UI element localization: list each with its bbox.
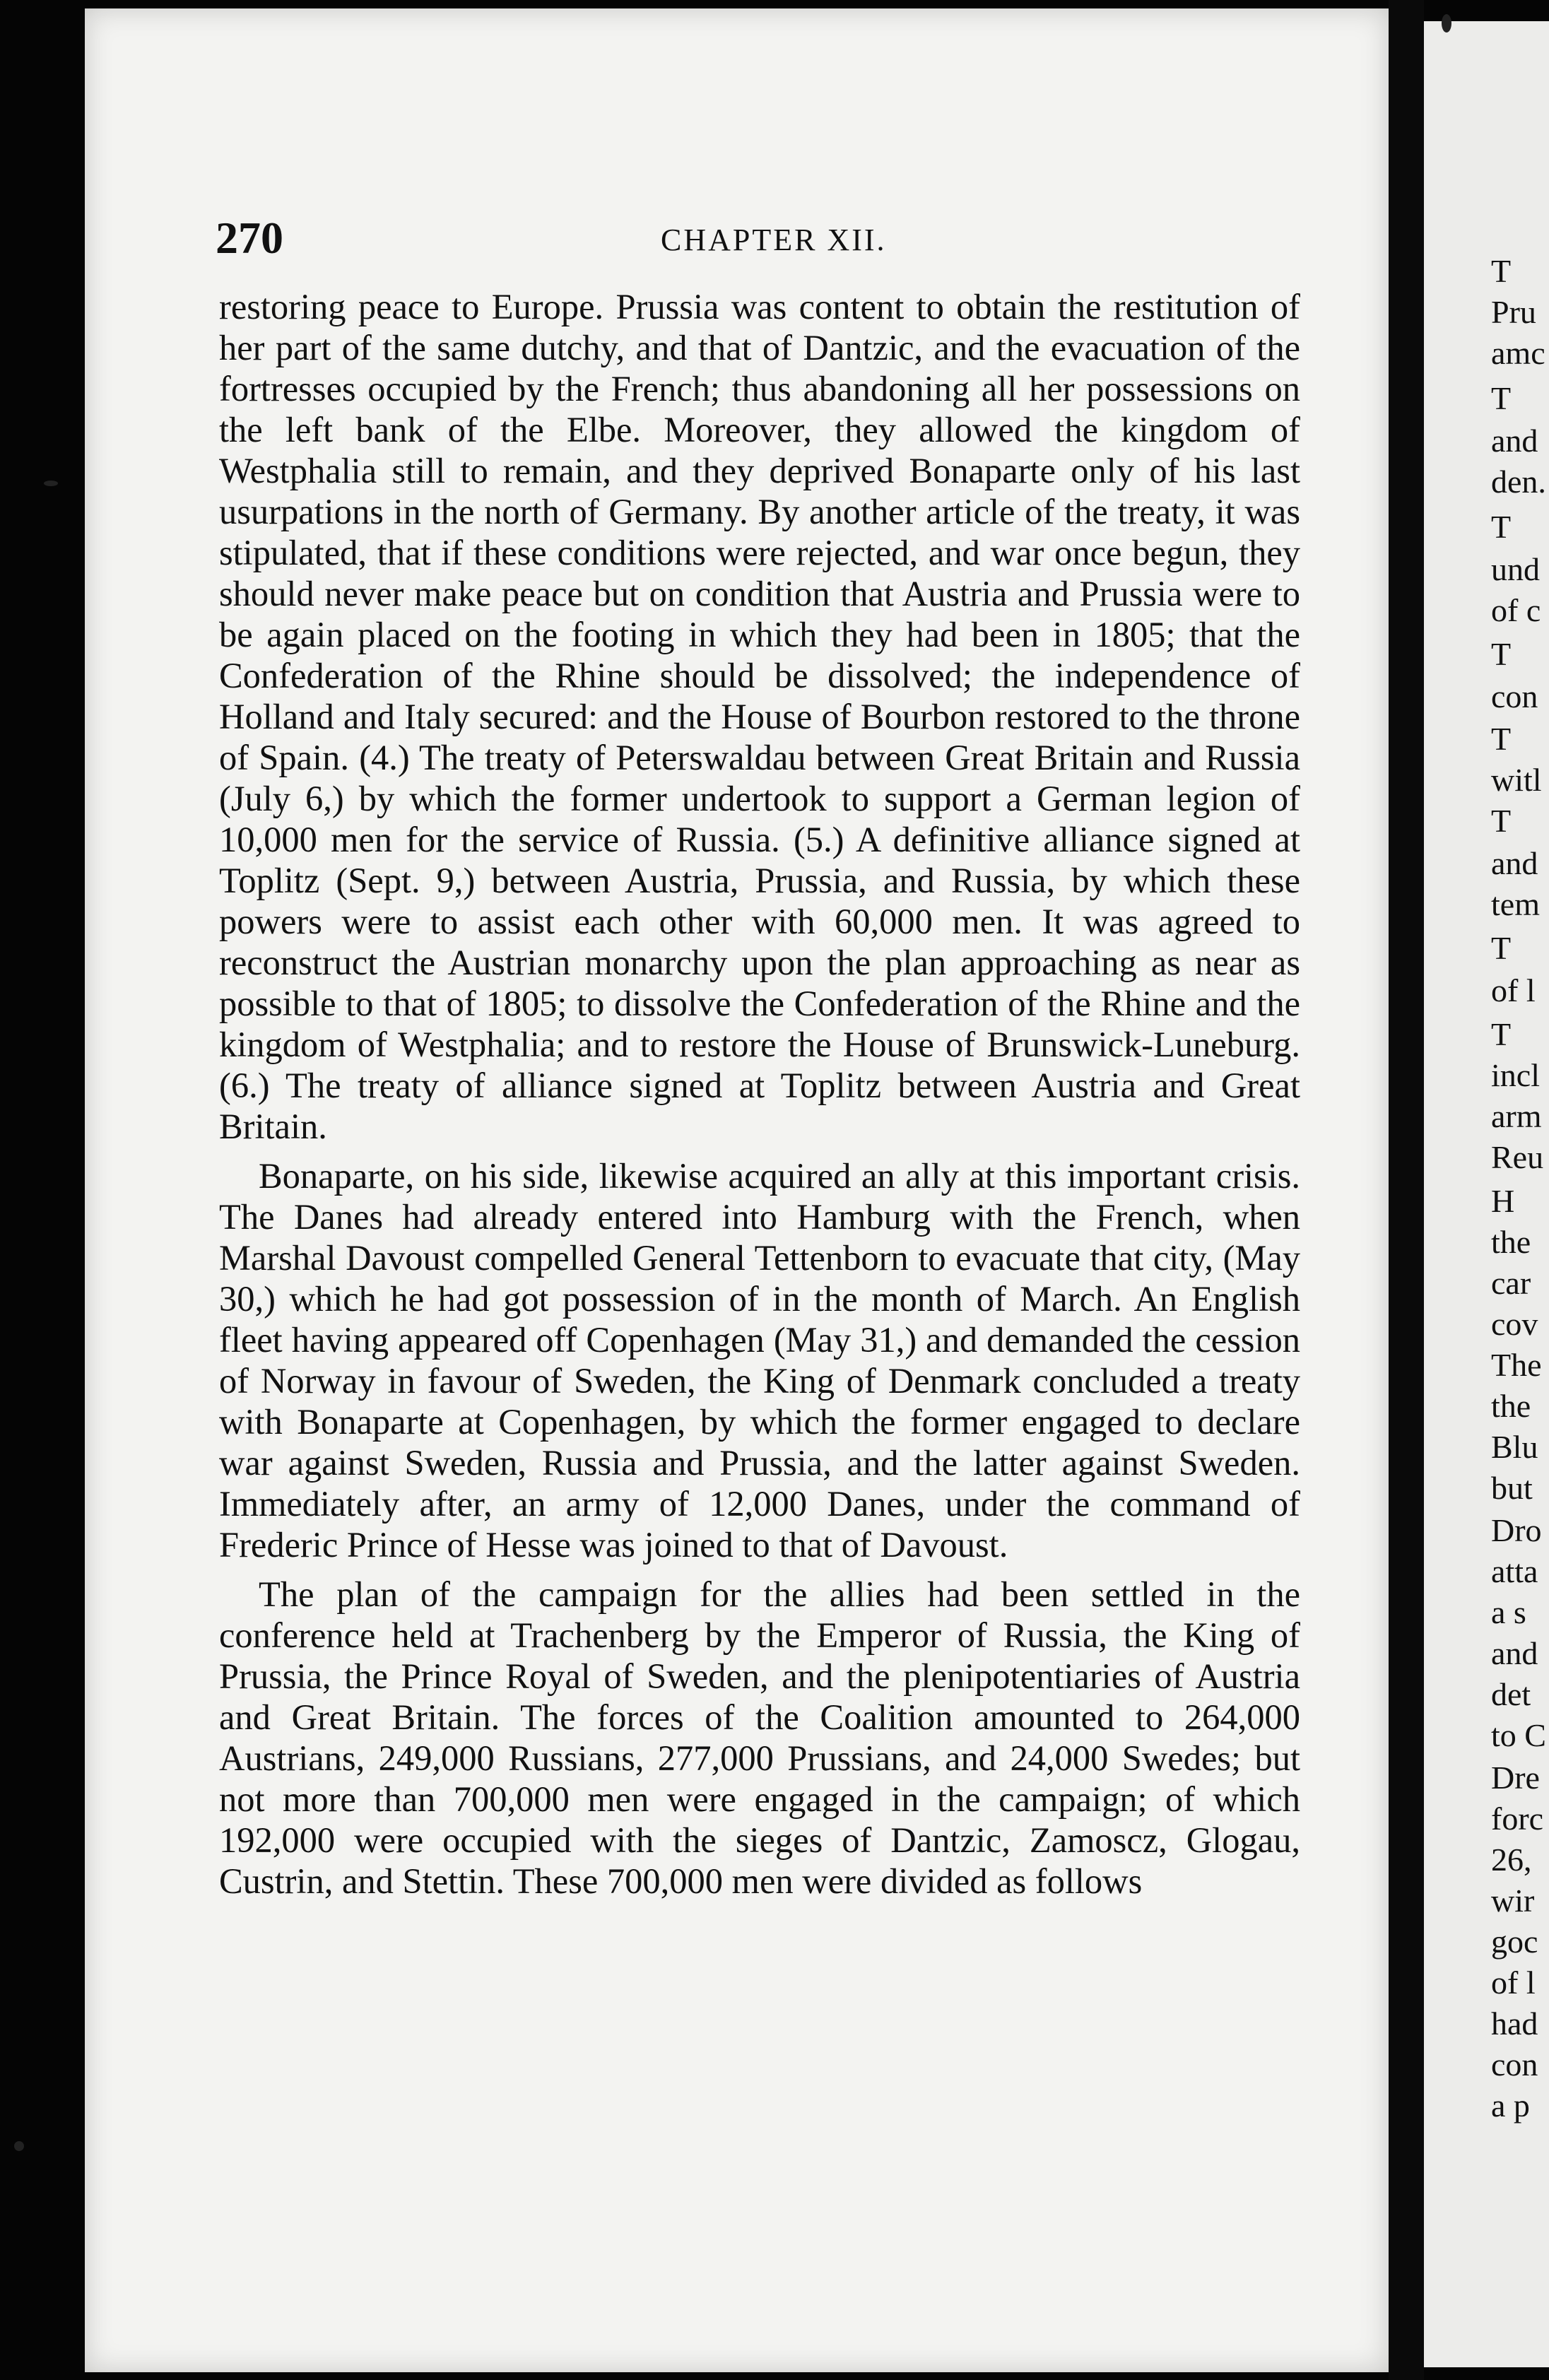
facing-page-fragment: but	[1491, 1470, 1533, 1506]
facing-page-fragment: car	[1491, 1265, 1531, 1301]
scan-speck	[14, 2141, 24, 2151]
facing-page-fragment: den.	[1491, 464, 1546, 500]
facing-page-fragment: goc	[1491, 1924, 1538, 1960]
facing-page-fragment: amc	[1491, 335, 1545, 371]
facing-page-fragment: and	[1491, 423, 1538, 459]
facing-page-fragment: wir	[1491, 1883, 1535, 1919]
page-number: 270	[216, 213, 283, 263]
facing-page-fragment: T	[1491, 1016, 1512, 1052]
facing-page-fragment: the	[1491, 1224, 1531, 1260]
facing-page-fragment: of l	[1491, 1964, 1536, 2001]
facing-page-fragment: T	[1491, 930, 1512, 966]
facing-page-fragment: cov	[1491, 1306, 1538, 1342]
facing-page-fragment: and	[1491, 845, 1538, 881]
facing-page-fragment: T	[1491, 636, 1512, 672]
facing-page-fragment: und	[1491, 551, 1540, 587]
scan-speck	[1442, 14, 1451, 33]
facing-page-fragment: arm	[1491, 1098, 1542, 1134]
facing-page-fragment: T	[1491, 253, 1512, 289]
facing-page-fragment: The	[1491, 1347, 1542, 1383]
facing-page-fragment: Dre	[1491, 1760, 1540, 1796]
facing-page-fragment: Reu	[1491, 1139, 1544, 1175]
facing-page-fragment: atta	[1491, 1553, 1538, 1589]
facing-page-fragment: Dro	[1491, 1512, 1542, 1548]
facing-page-fragment: of l	[1491, 972, 1536, 1008]
facing-page-fragment: con	[1491, 2046, 1538, 2082]
paragraph-3: The plan of the campaign for the allies had been settled in the conference held at Trachenberg by the Emperor of Russia, the King of Prussia, the Prince Royal of Sweden, and the plenipotentiaries of Austria and Great Britain. The forces of the Coalition amounted to 264,000 Austrians, 249,000 Russians, 277,000 Prussians, and 24,000 Swedes; but not more than 700,000 men were engaged in the campaign; of which 192,000 were occupied with the sieges of Dantzic, Zamoscz, Glogau, Custrin, and Stettin. These 700,000 men were divided as follows	[219, 1574, 1300, 1901]
facing-page-fragment: incl	[1491, 1057, 1540, 1093]
facing-page-fragment: T	[1491, 721, 1512, 757]
facing-page-fragment: to C	[1491, 1717, 1546, 1753]
facing-page-fragment: witl	[1491, 762, 1542, 798]
facing-page-fragment: con	[1491, 678, 1538, 714]
paragraph-2: Bonaparte, on his side, likewise acquired an ally at this important crisis. The Danes had already entered into Hamburg with the French, when Marshal Davoust compelled General Tettenborn to evacuate that city, (May 30,) which he had got possession of in the month of March. An English fleet having appeared off Copenhagen (May 31,) and demanded the cession of Norway in favour of Sweden, the King of Denmark concluded a treaty with Bonaparte at Copenhagen, by which the former engaged to declare war against Sweden, Russia and Prussia, and the latter against Sweden. Immediately after, an army of 12,000 Danes, under the command of Frederic Prince of Hesse was joined to that of Davoust.	[219, 1156, 1300, 1565]
facing-page-fragment: and	[1491, 1635, 1538, 1671]
facing-page-fragment: the	[1491, 1388, 1531, 1424]
facing-page-edge	[1424, 21, 1549, 2367]
facing-page-fragment: of c	[1491, 592, 1541, 628]
facing-page-fragment: had	[1491, 2005, 1538, 2042]
facing-page-fragment: T	[1491, 509, 1512, 545]
facing-page-fragment: forc	[1491, 1801, 1544, 1837]
facing-page-fragment: a p	[1491, 2087, 1530, 2123]
page-header	[216, 212, 1297, 269]
facing-page-fragment: H	[1491, 1183, 1515, 1219]
running-head: CHAPTER XII.	[661, 223, 887, 257]
scan-speck	[44, 481, 58, 486]
facing-page-fragment: Pru	[1491, 294, 1536, 330]
body-text	[219, 286, 1300, 1902]
facing-page-fragment: T	[1491, 380, 1512, 416]
book-gutter	[1389, 0, 1424, 2380]
facing-page-fragment: 26,	[1491, 1842, 1532, 1878]
facing-page-fragment: T	[1491, 803, 1512, 839]
facing-page-fragment: det	[1491, 1676, 1531, 1712]
facing-page-fragment: Blu	[1491, 1429, 1538, 1465]
paragraph-1: restoring peace to Europe. Prussia was content to obtain the restitution of her part of the same dutchy, and that of Dantzic, and the evacuation of the fortresses occupied by the French; thus abandoning all her possessions on the left bank of the Elbe. Moreover, they allowed the kingdom of Westphalia still to remain, and they deprived Bonaparte only of his last usurpations in the north of Germany. By another article of the treaty, it was stipulated, that if these conditions were rejected, and war once begun, they should never make peace but on condition that Austria and Prussia were to be again placed on the footing in which they had been in 1805; that the Confederation of the Rhine should be dissolved; the independence of Holland and Italy secured: and the House of Bourbon restored to the throne of Spain. (4.) The treaty of Peterswaldau between Great Britain and Russia (July 6,) by which the former undertook to support a German legion of 10,000 men for the service of Russia. (5.) A definitive alliance signed at Toplitz (Sept. 9,) between Austria, Prussia, and Russia, by which these powers were to assist each other with 60,000 men. It was agreed to reconstruct the Austrian monarchy upon the plan approaching as near as possible to that of 1805; to dissolve the Confederation of the Rhine and the kingdom of Westphalia; and to restore the House of Brunswick-Luneburg. (6.) The treaty of alliance signed at Toplitz between Austria and Great Britain.	[219, 287, 1300, 1146]
facing-page-fragment: tem	[1491, 886, 1540, 922]
facing-page-fragment: a s	[1491, 1594, 1526, 1630]
